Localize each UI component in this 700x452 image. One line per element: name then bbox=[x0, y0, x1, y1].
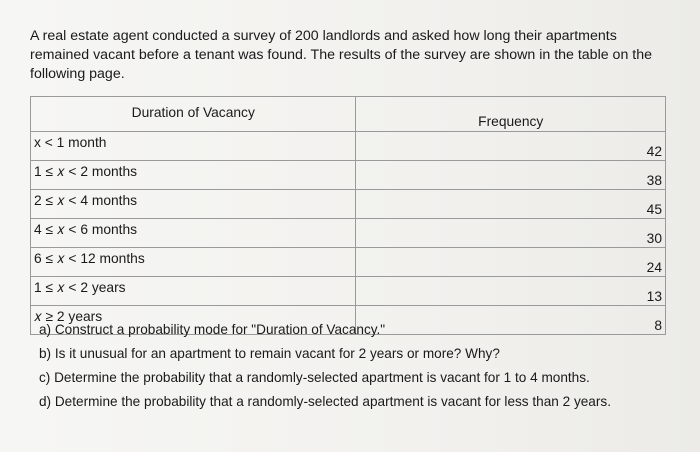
question-list bbox=[39, 318, 669, 414]
duration-header: Duration of Vacancy bbox=[31, 97, 356, 132]
frequency-cell: 8 bbox=[356, 306, 666, 335]
intro-line-2: remained vacant before a tenant was found. The results of the survey are shown in the table on the bbox=[30, 47, 653, 63]
frequency-cell: 24 bbox=[356, 248, 666, 277]
table-row bbox=[31, 132, 666, 161]
intro-line-3: following page. bbox=[30, 66, 125, 82]
frequency-header: Frequency bbox=[356, 97, 666, 132]
question-a: a) Construct a probability mode for "Duration of Vacancy." bbox=[39, 322, 386, 337]
duration-cell: 6 ≤ 𝑥 < 12 months bbox=[31, 248, 356, 277]
frequency-cell: 45 bbox=[356, 190, 666, 219]
vacancy-table bbox=[30, 96, 666, 335]
duration-cell: x < 1 month bbox=[31, 132, 356, 161]
duration-cell: 1 ≤ 𝑥 < 2 months bbox=[31, 161, 356, 190]
duration-cell: 1 ≤ 𝑥 < 2 years bbox=[31, 277, 356, 306]
frequency-cell: 42 bbox=[356, 132, 666, 161]
frequency-cell: 30 bbox=[356, 219, 666, 248]
question-d: d) Determine the probability that a randomly-selected apartment is vacant for less than 2 years. bbox=[39, 394, 611, 409]
table-header-row bbox=[31, 97, 666, 132]
question-c: c) Determine the probability that a randomly-selected apartment is vacant for 1 to 4 months. bbox=[39, 370, 590, 385]
duration-cell: 2 ≤ 𝑥 < 4 months bbox=[31, 190, 356, 219]
table-row bbox=[31, 219, 666, 248]
frequency-cell: 13 bbox=[356, 277, 666, 306]
intro-paragraph bbox=[30, 27, 670, 84]
duration-cell: 𝑥 ≥ 2 years bbox=[31, 306, 356, 335]
table-row bbox=[31, 190, 666, 219]
table-row bbox=[31, 161, 666, 190]
intro-line-1: A real estate agent conducted a survey of 200 landlords and asked how long their apartments bbox=[30, 28, 617, 44]
table-row bbox=[31, 248, 666, 277]
duration-cell: 4 ≤ 𝑥 < 6 months bbox=[31, 219, 356, 248]
frequency-cell: 38 bbox=[356, 161, 666, 190]
table-row bbox=[31, 277, 666, 306]
question-b: b) Is it unusual for an apartment to remain vacant for 2 years or more? Why? bbox=[39, 346, 500, 361]
